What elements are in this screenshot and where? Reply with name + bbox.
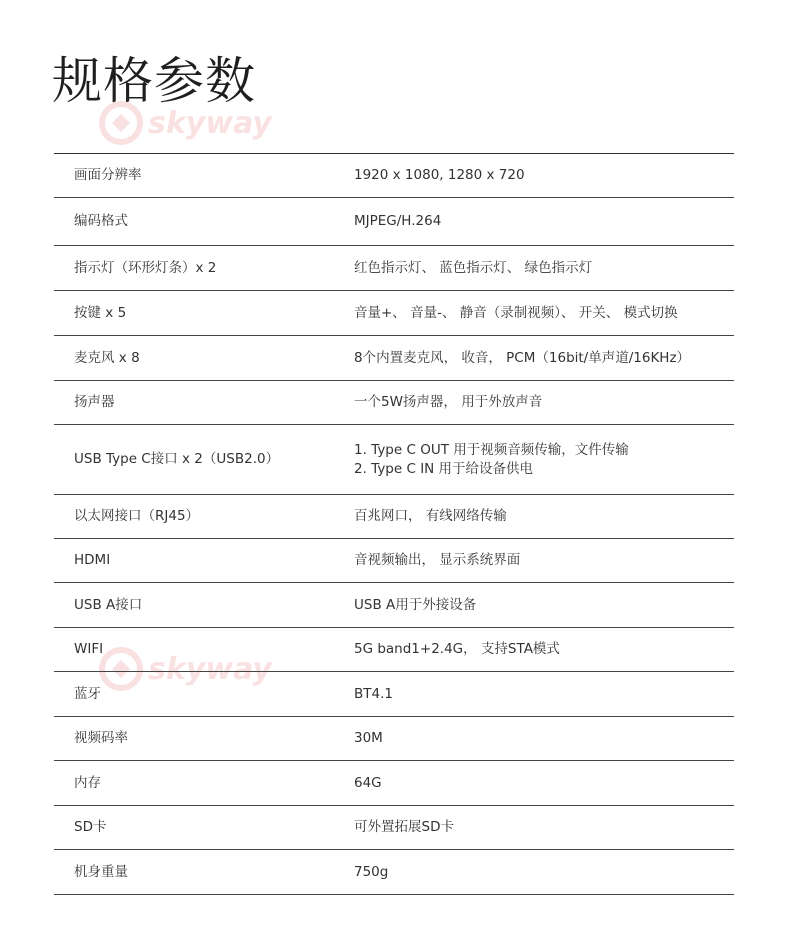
spec-value-line: BT4.1	[354, 685, 393, 702]
spec-label: 扬声器	[74, 394, 115, 410]
svg-text:skyway: skyway	[148, 652, 272, 687]
spec-row	[54, 291, 734, 336]
spec-row	[54, 336, 734, 381]
spec-value	[354, 507, 734, 526]
svg-text:skyway: skyway	[148, 106, 272, 141]
spec-row	[54, 539, 734, 583]
spec-label: HDMI	[74, 552, 111, 568]
spec-value	[354, 259, 734, 278]
spec-value-line: 64G	[354, 774, 382, 791]
spec-value	[354, 818, 734, 837]
spec-value	[354, 685, 734, 704]
spec-label: 画面分辨率	[74, 167, 142, 183]
spec-value-line: 8个内置麦克风， 收音， PCM（16bit/单声道/16KHz）	[354, 349, 691, 366]
spec-value-line: 百兆网口， 有线网络传输	[354, 508, 507, 524]
spec-value-line: 一个5W扬声器， 用于外放声音	[354, 394, 543, 410]
spec-value	[354, 551, 734, 570]
skyway-logo-icon	[98, 100, 278, 146]
spec-value-line: 750g	[354, 863, 389, 880]
spec-label: 内存	[74, 774, 101, 791]
spec-value	[354, 304, 734, 323]
spec-row	[54, 246, 734, 291]
spec-label: 指示灯（环形灯条）x 2	[74, 259, 217, 276]
spec-value	[354, 596, 734, 615]
spec-row	[54, 495, 734, 539]
spec-row	[54, 628, 734, 672]
spec-value-line: USB A用于外接设备	[354, 596, 477, 613]
spec-value	[354, 729, 734, 748]
spec-value	[354, 212, 734, 231]
spec-value-line: 音视频输出， 显示系统界面	[354, 552, 521, 568]
spec-row	[54, 583, 734, 628]
spec-row	[54, 672, 734, 717]
watermark-logo	[98, 100, 278, 146]
spec-label: 以太网接口（RJ45）	[74, 508, 200, 524]
spec-value-line: 30M	[354, 730, 383, 746]
spec-label: 麦克风 x 8	[74, 349, 140, 366]
spec-value-line: 2. Type C IN 用于给设备供电	[354, 460, 534, 477]
spec-row	[54, 154, 734, 198]
spec-value	[354, 393, 734, 412]
spec-label: 视频码率	[74, 730, 128, 746]
spec-row	[54, 425, 734, 495]
spec-value-line: 红色指示灯、 蓝色指示灯、 绿色指示灯	[354, 259, 593, 276]
spec-label: 按键 x 5	[74, 304, 127, 321]
spec-value	[354, 349, 734, 368]
spec-value-line: 1. Type C OUT 用于视频音频传输，文件传输	[354, 441, 629, 458]
page-title: 规格参数	[52, 52, 256, 110]
spec-value	[354, 640, 734, 659]
spec-value-line: 5G band1+2.4G， 支持STA模式	[354, 641, 560, 657]
spec-table	[54, 153, 734, 895]
spec-value	[354, 441, 734, 479]
spec-label: SD卡	[74, 819, 107, 835]
spec-row	[54, 198, 734, 246]
spec-row	[54, 761, 734, 806]
spec-value	[354, 863, 734, 882]
spec-label: USB A接口	[74, 596, 143, 613]
spec-label: 机身重量	[74, 863, 128, 880]
spec-value-line: 可外置拓展SD卡	[354, 819, 454, 835]
spec-value	[354, 774, 734, 793]
spec-label: 编码格式	[74, 213, 128, 229]
spec-row	[54, 381, 734, 425]
spec-row	[54, 850, 734, 895]
spec-value-line: MJPEG/H.264	[354, 213, 442, 229]
spec-value	[354, 166, 734, 185]
spec-row	[54, 806, 734, 850]
spec-label: WIFI	[74, 641, 104, 657]
spec-value-line: 音量+、 音量-、 静音（录制视频）、 开关、 模式切换	[354, 304, 678, 321]
spec-value-line: 1920 x 1080, 1280 x 720	[354, 167, 525, 183]
spec-label: 蓝牙	[74, 685, 101, 702]
spec-label: USB Type C接口 x 2（USB2.0）	[74, 451, 280, 467]
spec-row	[54, 717, 734, 761]
